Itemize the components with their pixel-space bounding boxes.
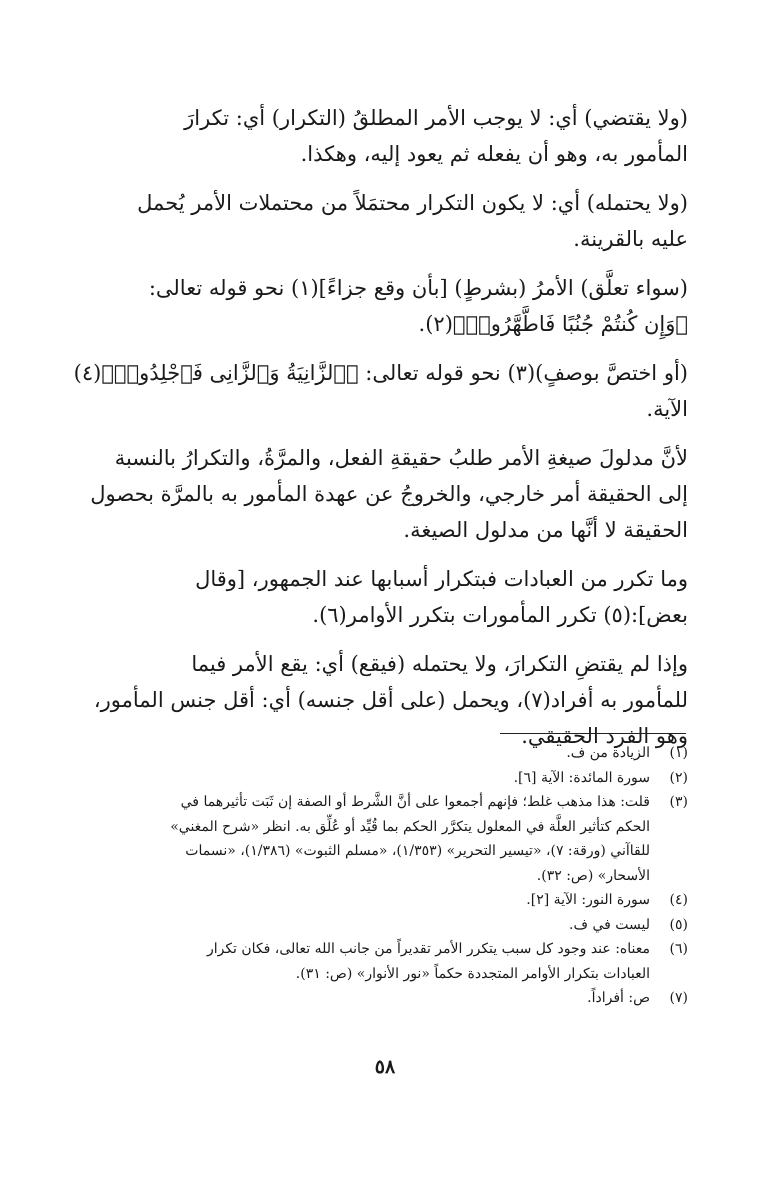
text-line: الآية. [646, 397, 688, 421]
paragraph [70, 646, 688, 754]
paragraph [70, 100, 688, 172]
footnote-text [70, 986, 650, 1011]
text-line: وإذا لم يقتضِ التكرارَ، ولا يحتمله (فيقع) أي: يقع الأمر فيما [191, 652, 688, 676]
footnote-line: سورة النور: الآية [٢]. [526, 892, 650, 908]
footnote-divider [500, 733, 686, 734]
text-line: (ولا يقتضي) أي: لا يوجب الأمر المطلقُ (التكرار) أي: تكرارَ [184, 106, 688, 130]
footnote-text [70, 888, 650, 913]
text-line: عليه بالقرينة. [573, 227, 688, 251]
footnote-text [70, 913, 650, 938]
text-line: لأنَّ مدلولَ صيغةِ الأمر طلبُ حقيقةِ الفعل، والمرَّةُ، والتكرارُ بالنسبة [114, 446, 688, 470]
text-line: الحقيقة لا أنَّها من مدلول الصيغة. [403, 518, 688, 542]
footnote-number: (٧) [669, 990, 688, 1006]
footnote-number: (٤) [669, 892, 688, 908]
paragraph [70, 440, 688, 548]
page-number: ٥٨ [374, 1056, 396, 1078]
paragraph [70, 185, 688, 257]
footnote [70, 986, 688, 1011]
footnote-line: قلت: هذا مذهب غلط؛ فإنهم أجمعوا على أنَّ الشَّرط أو الصفة إن ثَبَت تأثيرهما في [180, 794, 650, 810]
text-line: المأمور به، وهو أن يفعله ثم يعود إليه، وهكذا. [300, 142, 688, 166]
footnote-number: (١) [669, 745, 688, 761]
main-text [70, 100, 688, 767]
footnote [70, 937, 688, 986]
text-line: بعض]:(٥) تكرر المأمورات بتكرر الأوامر(٦). [312, 603, 688, 627]
paragraph [70, 561, 688, 633]
footnote-line: الحكم كتأثير العلَّة في المعلول يتكرَّر الحكم بما قُيِّد أو عُلِّق به. انظر «شرح المغني» [170, 818, 650, 835]
footnote [70, 913, 688, 938]
footnote-line: للقاآني (ورقة: ٧)، «تيسير التحرير» (١/٣٥٣)، «مسلم الثبوت» (١/٣٨٦)، «نسمات [185, 843, 650, 859]
footnote-text [70, 937, 650, 986]
text-line: (ولا يحتمله) أي: لا يكون التكرار محتمَلاً من محتملات الأمر يُحمل [137, 191, 688, 215]
footnote [70, 790, 688, 888]
footnote-number: (٢) [669, 769, 688, 786]
footnote-line: معناه: عند وجود كل سبب يتكرر الأمر تقديراً من جانب الله تعالى، فكان تكرار [206, 941, 650, 957]
footnote-number: (٦) [669, 941, 688, 957]
footnote-line: ليست في ف. [569, 916, 650, 933]
paragraph [70, 355, 688, 427]
footnote-text [70, 766, 650, 791]
text-line: للمأمور به أفراد(٧)، ويحمل (على أقل جنسه) أي: أقل جنس المأمور، [93, 688, 688, 712]
text-line: وما تكرر من العبادات فبتكرار أسبابها عند الجمهور، [وقال [195, 567, 688, 591]
footnote-line: سورة المائدة: الآية [٦]. [513, 769, 650, 786]
footnote-line: الزيادة من ف. [566, 745, 650, 761]
quran-verse-line: ﴿وَإِن كُنتُمْ جُنُبًا فَاطَّهَّرُوا۟﴾(٢). [418, 312, 688, 336]
footnote [70, 741, 688, 766]
footnote-line: العبادات بتكرار الأوامر المتجددة حكماً «نور الأنوار» (ص: ٣١). [295, 965, 650, 982]
text-line: إلى الحقيقة أمر خارجي، والخروجُ عن عهدة المأمور به بالمرَّة بحصول [90, 482, 688, 506]
footnote-text [70, 790, 650, 888]
footnote [70, 766, 688, 791]
text-line: وهو الفرد الحقيقي. [521, 724, 688, 748]
text-line: (أو اختصَّ بوصفٍ)(٣) نحو قوله تعالى: ﴿ٱلزَّانِيَةُ وَٱلزَّانِى فَٱجْلِدُوا۟﴾(٤) [73, 361, 688, 385]
footnote-number: (٥) [669, 916, 688, 933]
footnote-line: ص: أفراداً. [587, 990, 650, 1006]
text-line: (سواء تعلَّق) الأمرُ (بشرطٍ) [بأن وقع جزاءً](١) نحو قوله تعالى: [148, 276, 688, 300]
footnote-number: (٣) [669, 794, 688, 810]
footnote [70, 888, 688, 913]
footnotes [70, 741, 688, 1011]
footnote-line: الأسحار» (ص: ٣٢). [536, 867, 650, 884]
footnote-text [70, 741, 650, 766]
paragraph [70, 270, 688, 342]
